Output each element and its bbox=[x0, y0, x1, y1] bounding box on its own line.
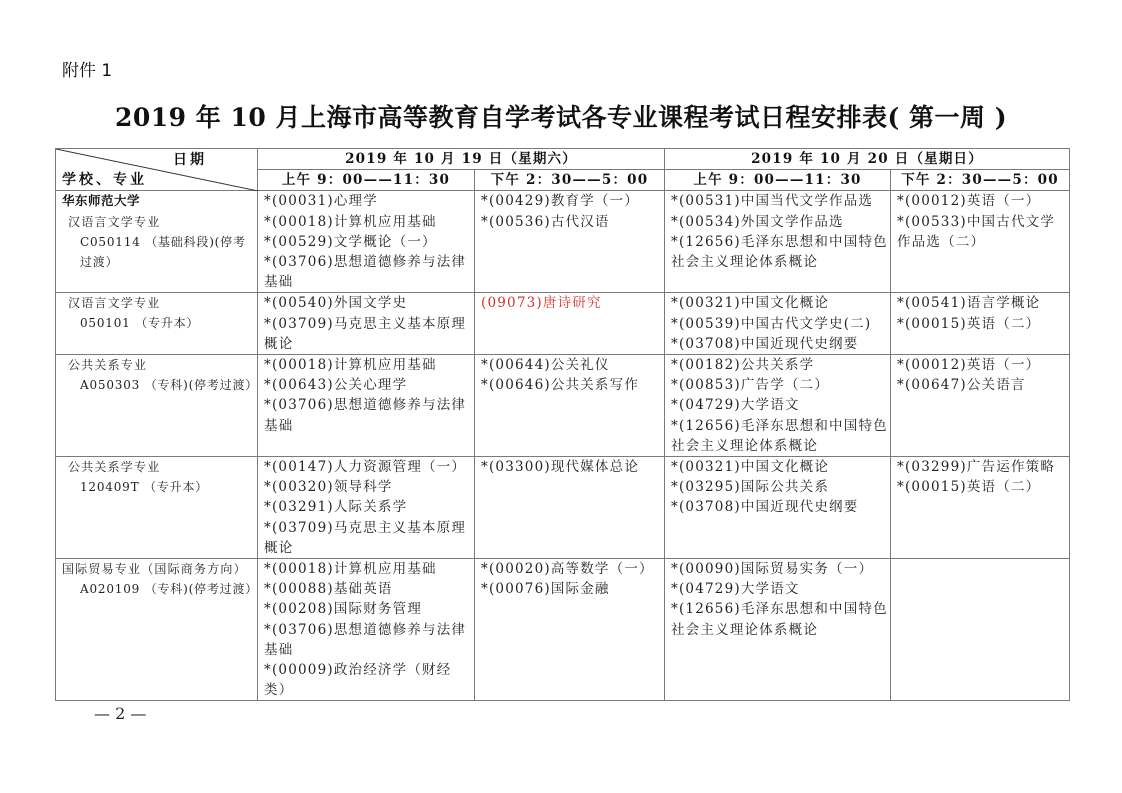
course-item: *(00321)中国文化概论 bbox=[671, 459, 830, 476]
course-item: *(00182)公共关系学 bbox=[671, 357, 815, 374]
course-item: *(00646)公共关系写作 bbox=[481, 377, 640, 394]
table-row bbox=[56, 293, 1070, 355]
course-item: *(00012)英语（一） bbox=[897, 193, 1041, 210]
course-item: *(00090)国际贸易实务（一） bbox=[671, 561, 874, 578]
major-code: 050101 （专升本） bbox=[80, 316, 200, 331]
course-item: *(03300)现代媒体总论 bbox=[481, 459, 640, 476]
sat-pm-cell bbox=[475, 559, 665, 701]
course-item: *(03708)中国近现代史纲要 bbox=[671, 499, 859, 516]
session-header-sat-am: 上午 9：00——11：30 bbox=[258, 170, 475, 191]
course-item: *(00018)计算机应用基础 bbox=[264, 213, 437, 230]
course-item: *(04729)大学语文 bbox=[671, 397, 800, 414]
major-code: 120409T （专升本） bbox=[80, 480, 209, 495]
course-item: *(00020)高等数学（一） bbox=[481, 561, 654, 578]
school-name: 华东师范大学 bbox=[62, 193, 141, 209]
course-item: *(00320)领导科学 bbox=[264, 479, 393, 496]
course-item: *(00534)外国文学作品选 bbox=[671, 213, 844, 230]
course-item: *(03706)思想道德修养与法律基础 bbox=[264, 254, 467, 291]
major-name: 汉语言文学专业 bbox=[68, 214, 161, 229]
major-cell bbox=[56, 293, 258, 355]
major-name: 公共关系学专业 bbox=[68, 460, 161, 475]
course-item: *(03295)国际公共关系 bbox=[671, 479, 830, 496]
course-item: *(03709)马克思主义基本原理概论 bbox=[264, 315, 467, 352]
school-major-header-label: 学校、专业 bbox=[62, 172, 147, 189]
page-number: — 2 — bbox=[94, 704, 147, 723]
sun-am-cell bbox=[665, 457, 891, 559]
course-item: *(00018)计算机应用基础 bbox=[264, 561, 437, 578]
sun-pm-cell bbox=[891, 355, 1070, 457]
date-header-oct19: 2019 年 10 月 19 日（星期六） bbox=[258, 149, 665, 170]
sun-pm-cell bbox=[891, 457, 1070, 559]
course-item: *(00539)中国古代文学史(二) bbox=[671, 315, 872, 332]
course-item: *(03706)思想道德修养与法律基础 bbox=[264, 621, 467, 658]
course-item: *(00018)计算机应用基础 bbox=[264, 357, 437, 374]
page-title: 2019 年 10 月上海市高等教育自学考试各专业课程考试日程安排表( 第一周 ) bbox=[114, 103, 1008, 132]
sun-am-cell bbox=[665, 293, 891, 355]
sun-pm-cell-empty bbox=[891, 559, 1070, 701]
course-item: *(00429)教育学（一） bbox=[481, 193, 640, 210]
date-header-label: 日期 bbox=[173, 152, 207, 168]
sun-pm-cell bbox=[891, 191, 1070, 293]
sat-pm-cell bbox=[475, 355, 665, 457]
course-item: *(00529)文学概论（一） bbox=[264, 233, 437, 250]
course-item: *(03708)中国近现代史纲要 bbox=[671, 335, 859, 352]
course-item: *(00853)广告学（二） bbox=[671, 377, 830, 394]
sat-pm-cell bbox=[475, 457, 665, 559]
course-item: *(00015)英语（二） bbox=[897, 315, 1041, 332]
course-item-highlighted: (09073)唐诗研究 bbox=[481, 295, 602, 312]
major-name: 汉语言文学专业 bbox=[68, 296, 161, 311]
table-row bbox=[56, 457, 1070, 559]
course-item: *(00321)中国文化概论 bbox=[671, 295, 830, 312]
course-item: *(00015)英语（二） bbox=[897, 479, 1041, 496]
session-header-sun-pm: 下午 2：30——5：00 bbox=[891, 170, 1070, 191]
course-item: *(00644)公关礼仪 bbox=[481, 357, 610, 374]
major-cell bbox=[56, 355, 258, 457]
course-item: *(03706)思想道德修养与法律基础 bbox=[264, 397, 467, 434]
course-item: *(12656)毛泽东思想和中国特色社会主义理论体系概论 bbox=[671, 601, 888, 638]
course-item: *(00031)心理学 bbox=[264, 193, 378, 210]
course-item: *(00536)古代汉语 bbox=[481, 213, 610, 230]
sun-am-cell bbox=[665, 559, 891, 701]
sun-am-cell bbox=[665, 191, 891, 293]
sat-am-cell bbox=[258, 355, 475, 457]
course-item: *(00541)语言学概论 bbox=[897, 295, 1041, 312]
sun-am-cell bbox=[665, 355, 891, 457]
sat-am-cell bbox=[258, 457, 475, 559]
major-code: C050114 （基础科段)(停考过渡） bbox=[80, 234, 246, 269]
table-row bbox=[56, 355, 1070, 457]
course-item: *(03709)马克思主义基本原理概论 bbox=[264, 519, 467, 556]
exam-schedule-table bbox=[55, 148, 1070, 701]
date-header-oct20: 2019 年 10 月 20 日（星期日） bbox=[665, 149, 1070, 170]
course-item: *(00088)基础英语 bbox=[264, 581, 393, 598]
major-code: A020109 （专科)(停考过渡） bbox=[80, 582, 259, 597]
header-corner-cell bbox=[56, 149, 258, 191]
major-cell bbox=[56, 191, 258, 293]
course-item: *(00533)中国古代文学作品选（二） bbox=[897, 213, 1056, 250]
major-name: 公共关系专业 bbox=[68, 358, 148, 373]
sat-am-cell bbox=[258, 293, 475, 355]
major-cell bbox=[56, 559, 258, 701]
attachment-label: 附件 1 bbox=[62, 61, 113, 81]
course-item: *(00540)外国文学史 bbox=[264, 295, 408, 312]
major-cell bbox=[56, 457, 258, 559]
session-header-sun-am: 上午 9：00——11：30 bbox=[665, 170, 891, 191]
course-item: *(00012)英语（一） bbox=[897, 357, 1041, 374]
session-header-sat-pm: 下午 2：30——5：00 bbox=[475, 170, 665, 191]
sat-pm-cell bbox=[475, 293, 665, 355]
sat-pm-cell bbox=[475, 191, 665, 293]
table-row bbox=[56, 559, 1070, 701]
course-item: *(12656)毛泽东思想和中国特色社会主义理论体系概论 bbox=[671, 233, 888, 271]
course-item: *(00643)公关心理学 bbox=[264, 377, 408, 394]
course-item: *(03299)广告运作策略 bbox=[897, 459, 1056, 476]
course-item: *(12656)毛泽东思想和中国特色社会主义理论体系概论 bbox=[671, 417, 888, 454]
course-item: *(00009)政治经济学（财经类） bbox=[264, 662, 452, 699]
course-item: *(00647)公关语言 bbox=[897, 377, 1026, 394]
sat-am-cell bbox=[258, 191, 475, 293]
table-row bbox=[56, 191, 1070, 293]
major-name: 国际贸易专业（国际商务方向） bbox=[62, 562, 247, 577]
course-item: *(00147)人力资源管理（一） bbox=[264, 459, 467, 476]
sat-am-cell bbox=[258, 559, 475, 701]
course-item: *(03291)人际关系学 bbox=[264, 499, 408, 516]
course-item: *(00531)中国当代文学作品选 bbox=[671, 193, 874, 210]
course-item: *(00076)国际金融 bbox=[481, 581, 610, 598]
major-code: A050303 （专科)(停考过渡） bbox=[80, 378, 259, 393]
sun-pm-cell bbox=[891, 293, 1070, 355]
course-item: *(04729)大学语文 bbox=[671, 581, 800, 598]
course-item: *(00208)国际财务管理 bbox=[264, 601, 423, 618]
